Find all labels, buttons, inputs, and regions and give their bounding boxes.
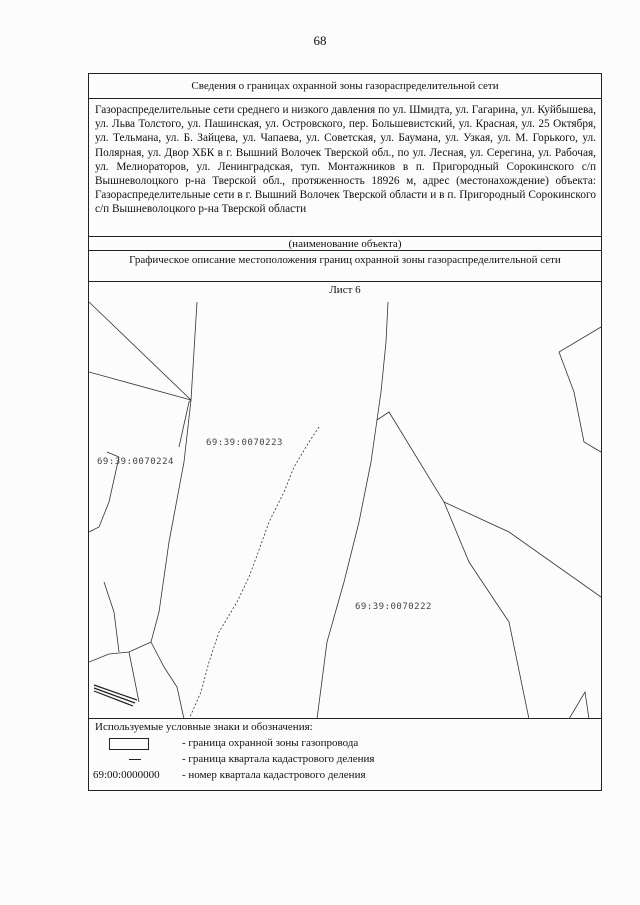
legend-item-quarter-number xyxy=(89,767,601,783)
quarter-boundary-line xyxy=(89,302,197,400)
quarter-boundary-line xyxy=(377,302,529,719)
form-title: Сведения о границах охранной зоны газораспределительной сети xyxy=(89,74,601,99)
map-drawing xyxy=(89,282,601,719)
protection-zone-boundary xyxy=(189,427,319,719)
cadastral-number-right: 69:39:0070222 xyxy=(355,602,432,612)
quarter-boundary-line xyxy=(129,652,139,702)
gas-zone-form xyxy=(88,73,602,791)
quarter-boundary-line xyxy=(559,327,601,452)
road-hatch xyxy=(94,688,135,703)
quarter-boundary-line xyxy=(317,420,377,719)
object-name-caption: (наименование объекта) xyxy=(89,237,601,251)
cadastral-number-left: 69:39:0070224 xyxy=(97,457,174,467)
quarter-boundary-line xyxy=(89,372,191,400)
legend-item-label: - граница охранной зоны газопровода xyxy=(182,737,359,749)
legend xyxy=(89,719,601,783)
quarter-boundary-line xyxy=(89,642,151,662)
quarter-boundary-line xyxy=(89,457,119,532)
quarter-boundary-line xyxy=(179,400,191,447)
quarter-boundary-symbol xyxy=(129,759,141,760)
object-description: Газораспределительные сети среднего и низкого давления по ул. Шмидта, ул. Гагарина, ул. Куйбышева, ул. Льва Толстого, ул. Пашинская, ул. Островского, пер. Большевистский, ул. Красная, ул. 25 Октября, ул. Тельмана, ул. Б. Зайцева, ул. Чапаева, ул. Советская, ул. Баумана, ул. Узкая, ул. М. Горького, ул. Полярная, ул. Двор ХБК в г. Вышний Волочек Тверской обл., по ул. Лесная, ул. Серегина, ул. Рабочая, ул. Мелиораторов, ул. Ленинградская, туп. Монтажников в п. Пригородный Сорокинского с/п Вышневолоцкого р-на Тверской обл., протяженность 18926 м, адрес (местонахождение) объекта: Газораспределительные сети в г. Вышний Волочек Тверской области и в п. Пригородный Сорокинского с/п Вышневолоцкого р-на Тверской области xyxy=(89,99,601,237)
cadastral-number-center: 69:39:0070223 xyxy=(206,438,283,448)
legend-item-label: - граница квартала кадастрового деления xyxy=(182,753,375,765)
legend-heading: Используемые условные знаки и обозначения: xyxy=(95,721,313,733)
quarter-number-code: 69:00:0000000 xyxy=(93,769,160,781)
graphic-description-title: Графическое описание местоположения границ охранной зоны газораспределительной сети xyxy=(89,251,601,282)
quarter-boundary-line xyxy=(444,502,601,597)
road-hatch xyxy=(94,691,133,706)
cadastral-map xyxy=(89,282,601,719)
quarter-boundary-line xyxy=(151,400,191,642)
page-number: 68 xyxy=(313,33,327,48)
quarter-boundary-line xyxy=(569,692,589,719)
road-hatch xyxy=(94,685,137,700)
quarter-boundary-line xyxy=(151,642,184,719)
legend-item-quarter-boundary xyxy=(89,751,601,767)
zone-boundary-symbol xyxy=(109,738,149,750)
legend-item-zone xyxy=(89,735,601,751)
legend-item-label: - номер квартала кадастрового деления xyxy=(182,769,366,781)
sheet-label: Лист 6 xyxy=(329,284,361,296)
quarter-boundary-line xyxy=(104,582,119,652)
